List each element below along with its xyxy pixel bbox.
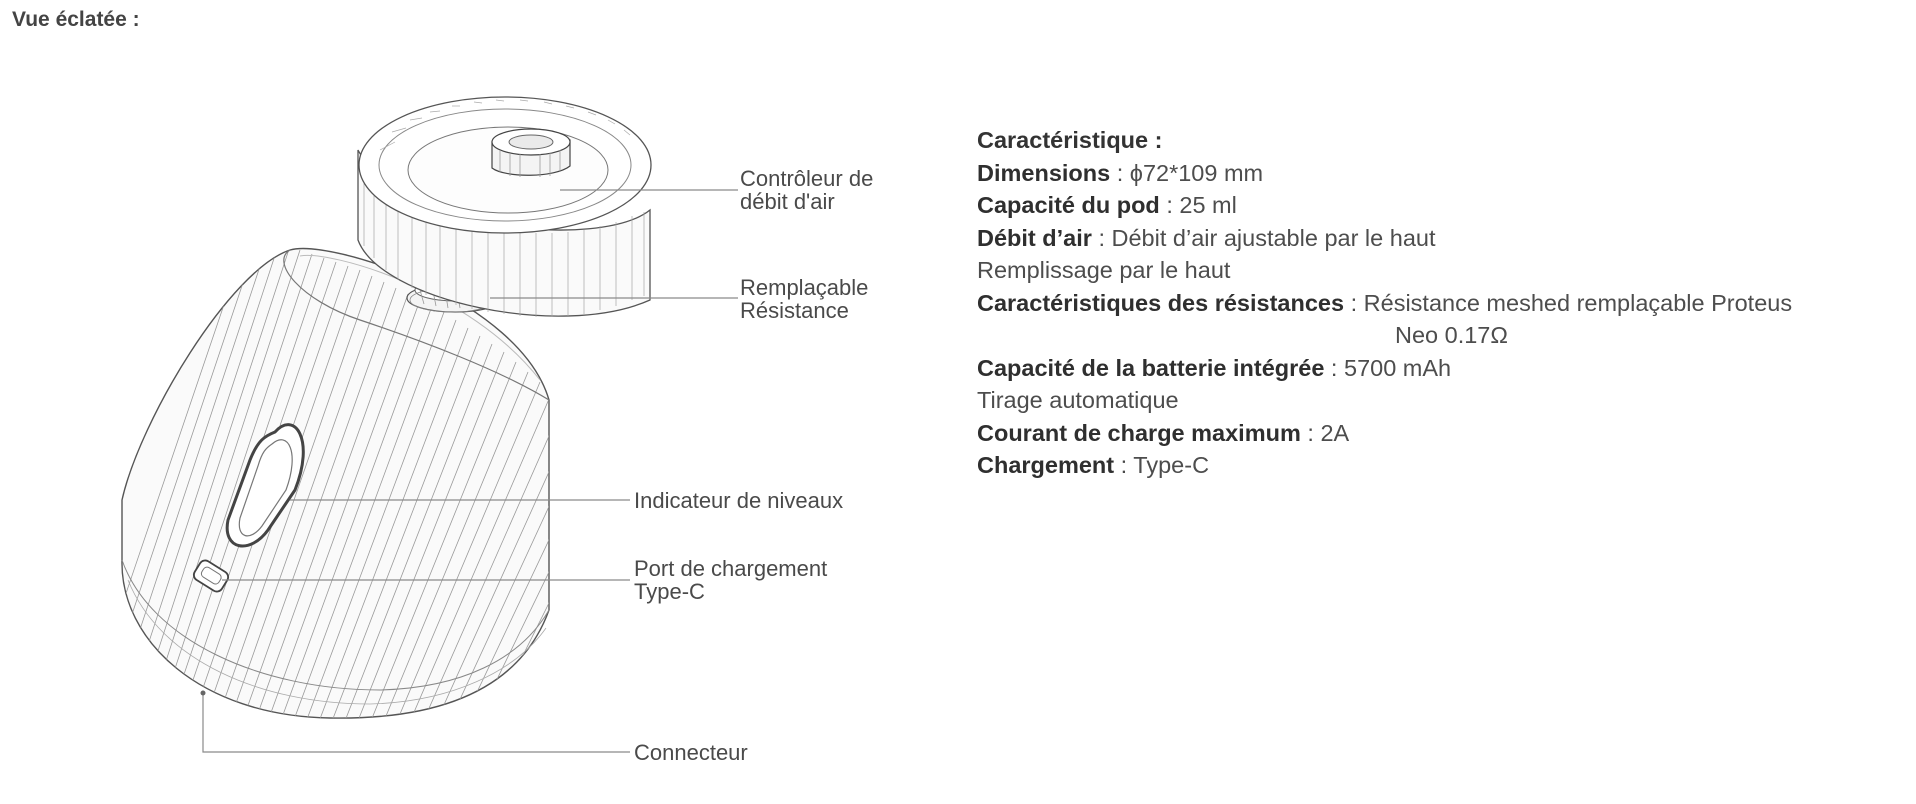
spec-dimensions-value: ϕ72*109 mm (1129, 159, 1264, 186)
spec-charge-current (977, 417, 1792, 450)
spec-airflow-value: Débit d’air ajustable par le haut (1111, 224, 1436, 251)
spec-top-fill: Remplissage par le haut (977, 257, 1231, 283)
spec-charging (977, 449, 1792, 482)
spec-battery-label: Capacité de la batterie intégrée (977, 354, 1325, 381)
spec-coils-value: Résistance meshed remplaçable Proteus (1363, 289, 1793, 316)
callout-charging-port (634, 557, 827, 603)
specifications-list (977, 124, 1792, 482)
spec-dimensions (977, 157, 1792, 190)
airflow-knob (492, 129, 570, 177)
callout-connector-line1: Connecteur (634, 740, 748, 765)
spec-current-label: Courant de charge maximum (977, 419, 1301, 446)
spec-current-value: 2A (1320, 419, 1350, 446)
callout-airflow-line1: Contrôleur de (740, 166, 874, 191)
spec-airflow-label: Débit d’air (977, 224, 1092, 251)
callout-connector (634, 741, 748, 764)
spec-battery (977, 352, 1792, 385)
callout-port-line2: Type-C (634, 579, 705, 604)
spec-pod-sep: : (1159, 192, 1180, 218)
spec-airflow (977, 222, 1792, 255)
callout-port-line1: Port de chargement (634, 556, 828, 581)
callout-airflow-controller (740, 167, 873, 213)
callout-coil-line2: Résistance (740, 298, 849, 323)
spec-coils-value-line2: Neo 0.17Ω (1395, 322, 1508, 348)
spec-pod-label: Capacité du pod (977, 192, 1160, 218)
spec-dimensions-sep: : (1110, 159, 1130, 186)
callout-coil-line1: Remplaçable (740, 275, 869, 300)
spec-coils-label: Caractéristiques des résistances (977, 289, 1345, 316)
callout-level-indicator (634, 489, 843, 512)
spec-battery-sep: : (1324, 354, 1344, 381)
spec-auto-draw: Tirage automatique (977, 387, 1179, 413)
spec-current-sep: : (1300, 419, 1321, 446)
spec-charging-value: Type-C (1133, 452, 1210, 478)
callout-replaceable-coil (740, 276, 868, 322)
callout-level-line1: Indicateur de niveaux (634, 488, 844, 513)
spec-airflow-sep: : (1091, 224, 1112, 251)
page-title: Vue éclatée : (12, 8, 140, 31)
spec-coils (977, 287, 1792, 320)
specs-title: Caractéristique : (977, 127, 1163, 153)
callout-airflow-line2: débit d'air (740, 189, 835, 214)
connector-point (201, 691, 206, 696)
spec-pod-value: 25 ml (1179, 192, 1237, 218)
spec-dimensions-label: Dimensions (977, 159, 1111, 186)
spec-coils-sep: : (1344, 289, 1364, 316)
spec-charging-label: Chargement (977, 452, 1115, 478)
spec-pod-capacity (977, 189, 1792, 222)
spec-battery-value: 5700 mAh (1344, 354, 1452, 381)
spec-charging-sep: : (1114, 452, 1134, 478)
